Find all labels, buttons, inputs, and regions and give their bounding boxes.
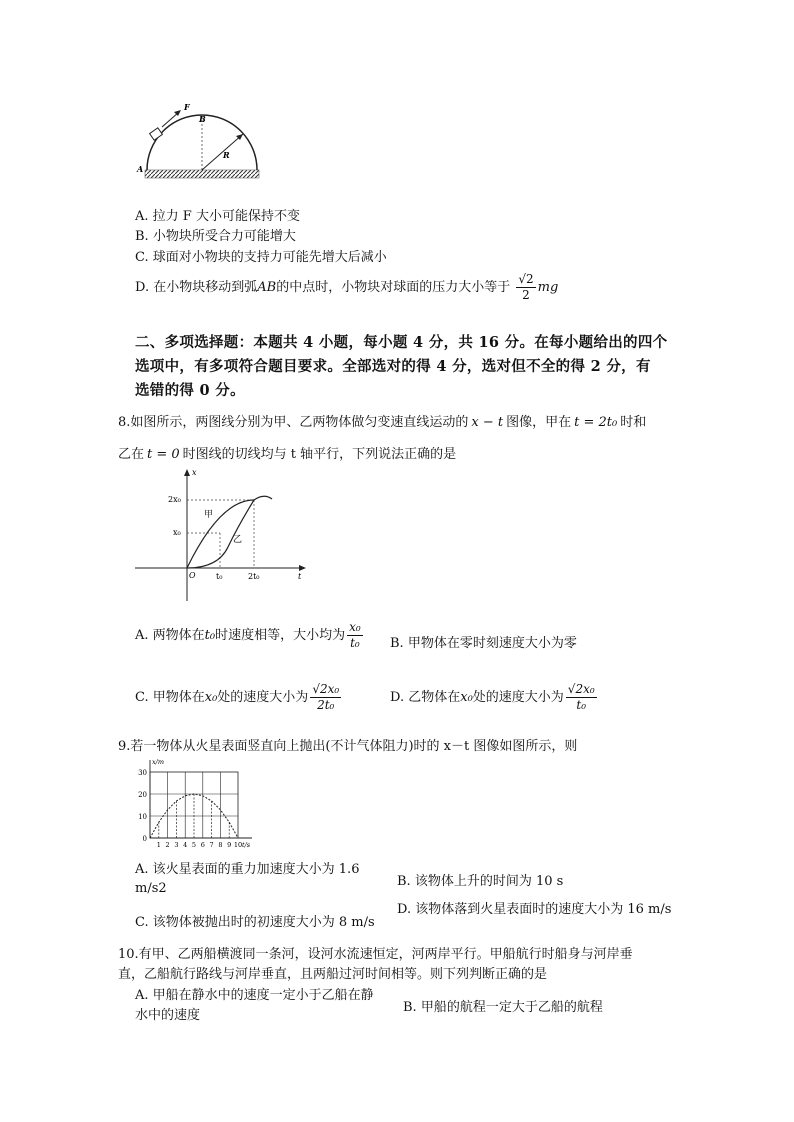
q8-xt-graph [130,465,310,605]
q10-option-a-line-2: 水中的速度 [135,1008,201,1023]
q9-option-c: C. 该物体被抛出时的初速度大小为 8 m/s [135,915,375,930]
y-tick-label: 30 [138,769,147,777]
q8-option-a: A. 两物体在t₀时速度相等，大小均为 $\frac{\text{x₀}}{\text{t₀}}$ [135,620,361,650]
q10-stem-line-1: 10.有甲、乙两船横渡同一条河，设河水流速恒定，河两岸平行。甲船航行时船身与河岸垂 [118,947,633,962]
q8-option-c: C. 甲物体在x₀处的速度大小为 $\frac{\text{√2x₀}}{\text{2t₀}}$ [135,682,340,712]
fraction: $\frac{\text{√2x₀}}{\text{2t₀}}$ [312,682,340,712]
tick-t0: t₀ [216,572,223,581]
label-B: B [199,114,206,124]
q10-option-b: B. 甲船的航程一定大于乙船的航程 [403,1000,603,1015]
label-yi: 乙 [233,535,243,545]
q7-option-c: C. 球面对小物块的支持力可能先增大后减小 [135,250,387,265]
q9-xt-chart [128,756,263,856]
q9-option-b: B. 该物体上升的时间为 10 s [397,874,564,889]
axis-label-x: x [192,468,197,477]
x-tick-label: 1 [156,841,161,849]
q9-option-d: D. 该物体落到火星表面时的速度大小为 16 m/s [397,902,672,917]
hemisphere-figure [135,98,270,182]
fraction: $\frac{\text{x₀}}{\text{t₀}}$ [349,620,361,650]
q8-option-b: B. 甲物体在零时刻速度大小为零 [390,636,577,651]
label-R: R [223,150,230,160]
x-tick-label: 5 [191,841,197,849]
q7-option-b: B. 小物块所受合力可能增大 [135,229,296,244]
x-tick-label: 6 [200,841,205,849]
y-axis-label: x/m [152,758,165,766]
axis-label-t: t [298,572,302,581]
x-tick-label: 4 [183,841,188,849]
curve-yi [187,496,272,568]
section-heading-line-3: 选错的得 0 分。 [135,382,245,399]
tick-2x0: 2x₀ [168,495,181,504]
q8-option-d: D. 乙物体在x₀处的速度大小为 $\frac{\text{√2x₀}}{\text{t₀}}$ [390,682,595,712]
q10-stem-line-2: 直，乙船航行路线与河岸垂直，且两船过河时间相等。则下列判断正确的是 [118,967,548,982]
q8-stem-line-2: 乙在 t = 0 时图线的切线均与 t 轴平行，下列说法正确的是 [118,447,457,462]
q8-stem-line-1: 8.如图所示，两图线分别为甲、乙两物体做匀变速直线运动的 x − t 图像，甲在 t = 2t₀ 时和 [118,415,647,430]
x-axis-label: t/s [242,841,251,849]
y-tick-label: 0 [142,835,147,843]
q7-option-a: A. 拉力 F 大小可能保持不变 [135,209,300,224]
label-A: A [137,164,144,174]
fraction: $\frac{√2}{2}$ [518,272,534,302]
ground [145,170,259,178]
label-jia: 甲 [204,510,214,520]
x-tick-label: 3 [174,841,179,849]
x-tick-label: 2 [165,841,170,849]
label-F: F [184,102,190,112]
origin-label: O [189,571,196,580]
tick-x0: x₀ [173,528,181,537]
block [150,128,163,140]
arc-ab: AB [257,280,277,295]
section-heading-line-2: 选项中，有多项符合题目要求。全部选对的得 4 分，选对但不全的得 2 分，有 [135,358,651,375]
x-tick-label: 9 [227,841,232,849]
fraction: $\frac{\text{√2x₀}}{\text{t₀}}$ [567,682,595,712]
section-heading-line-1: 二、多项选择题：本题共 4 小题，每小题 4 分，共 16 分。在每小题给出的四个 [135,334,668,351]
y-tick-label: 10 [138,813,147,821]
q7-option-d: D. 在小物块移动到弧AB的中点时，小物块对球面的压力大小等于 $\frac{√2}{2}$ mg [135,272,559,302]
q9-stem: 9.若一物体从火星表面竖直向上抛出(不计气体阻力)时的 x－t 图像如图所示，则 [118,739,578,754]
y-tick-label: 20 [138,791,147,799]
x-tick-label: 8 [218,841,223,849]
x-tick-label: 7 [209,841,214,849]
x-tick-label: 10 [233,841,243,849]
tick-2t0: 2t₀ [248,572,260,581]
q9-option-a: A. 该火星表面的重力加速度大小为 1.6 m/s2 [135,862,360,896]
q10-option-a-line-1: A. 甲船在静水中的速度一定小于乙船在静 [135,988,374,1003]
